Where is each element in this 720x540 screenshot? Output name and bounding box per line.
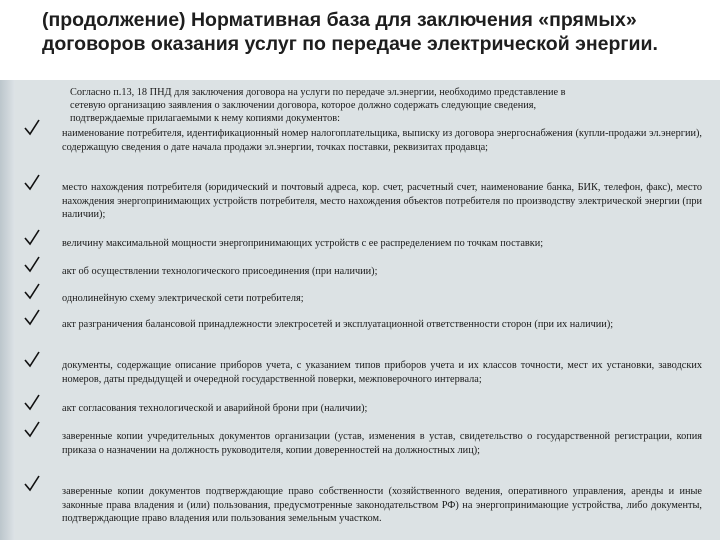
slide-title	[42, 8, 702, 56]
list-item: заверенные копии учредительных документов организации (устав, изменения в устав, свидетельство о государственной регистрации, копия приказа о назначении на должность руководителя, копии доверенностей на должностных лиц);	[62, 431, 702, 456]
list-item: документы, содержащие описание приборов учета, с указанием типов приборов учета и их классов точности, мест их установки, заводских номеров, даты предыдущей и очередной государственной поверки, межповерочного интервала;	[62, 360, 702, 385]
checkmark-icon	[23, 173, 41, 191]
list-item: заверенные копии документов подтверждающие право собственности (хозяйственного ведения, оперативного управления, аренды и иные законные права владения и (или) пользования, предусмотренные законодательством РФ) на энергопринимающие устройства, либо документы, подтверждающие право владения или пользования земельным участком.	[62, 486, 702, 525]
list-item: однолинейную схему электрической сети потребителя;	[62, 293, 304, 304]
slide-header	[0, 0, 720, 80]
list-item: место нахождения потребителя (юридический и почтовый адреса, кор. счет, расчетный счет, наименование банка, БИК, телефон, факс), место нахождения энергопринимающих устройств потребителя, место нахождения объектов потребителя по производству электрической энергии (при наличии);	[62, 182, 702, 221]
intro-line-1: Согласно п.13, 18 ПНД для заключения договора на услуги по передаче эл.энергии, необходимо представление в	[70, 87, 566, 98]
checkmark-icon	[23, 308, 41, 326]
list-item: акт об осуществлении технологического присоединения (при наличии);	[62, 266, 378, 277]
title-line-1: (продолжение) Нормативная база для заключения «прямых»	[42, 9, 637, 31]
checkmark-icon	[23, 118, 41, 136]
list-item: наименование потребителя, идентификационный номер налогоплательщика, выписку из договора энергоснабжения (купли-продажи эл.энергии), содержащую сведения о дате начала продажи эл.энергии, точках поставки, реквизитах продавца;	[62, 128, 702, 153]
checkmark-icon	[23, 474, 41, 492]
checkmark-icon	[23, 228, 41, 246]
intro-line-3: подтверждаемые прилагаемыми к нему копиями документов:	[70, 112, 340, 124]
list-item: акт согласования технологической и аварийной брони при (наличии);	[62, 403, 368, 414]
checkmark-icon	[23, 255, 41, 273]
list-item: величину максимальной мощности энергопринимающих устройств с ее распределением по точкам поставки;	[62, 238, 544, 249]
checkmark-icon	[23, 420, 41, 438]
checkmark-icon	[23, 350, 41, 368]
checkmark-icon	[23, 393, 41, 411]
left-decor-strip	[0, 80, 15, 540]
list-item: акт разграничения балансовой принадлежности электросетей и эксплуатационной ответственности сторон (при их наличии);	[62, 319, 614, 330]
title-line-2: договоров оказания услуг по передаче электрической энергии.	[42, 33, 658, 55]
checkmark-icon	[23, 282, 41, 300]
intro-line-2: сетевую организацию заявления о заключении договора, которое должно содержать следующие сведения,	[70, 99, 537, 111]
intro-paragraph	[70, 87, 695, 125]
